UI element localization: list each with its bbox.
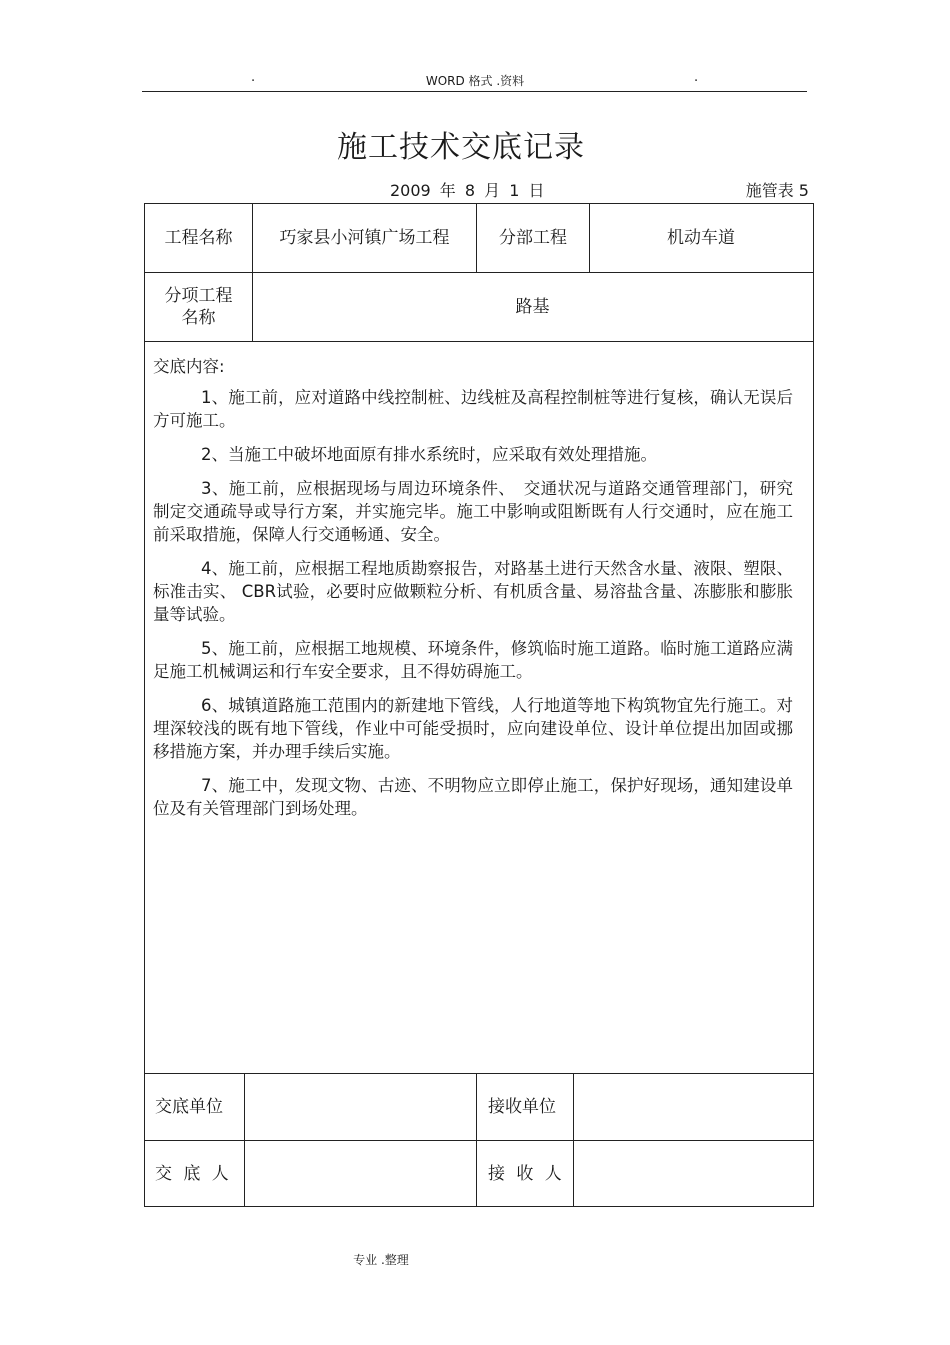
issuer-label: 交 底 人 — [155, 1164, 229, 1184]
project-name-label: 工程名称 — [164, 228, 233, 248]
receiver-value — [574, 1141, 812, 1207]
receiver-unit-value — [574, 1074, 812, 1140]
project-name-value: 巧家县小河镇广场工程 — [279, 228, 450, 248]
header-rule — [142, 91, 807, 92]
content-item: 1、施工前，应对道路中线控制桩、边线桩及高程控制桩等进行复核，确认无误后方可施工。 — [153, 388, 793, 430]
record-date: 2009 年 8 月 1 日 — [390, 181, 545, 200]
receiver-label: 接 收 人 — [488, 1164, 562, 1184]
content-item: 2、当施工中破坏地面原有排水系统时，应采取有效处理措施。 — [201, 445, 657, 464]
division-value: 机动车道 — [667, 228, 735, 248]
page-footer: 专业 .整理 — [353, 1253, 409, 1267]
column-divider — [476, 1073, 477, 1207]
content-heading: 交底内容: — [153, 357, 225, 376]
division-label: 分部工程 — [499, 228, 567, 248]
issuer-unit-value — [245, 1074, 476, 1140]
content-item: 6、城镇道路施工范围内的新建地下管线，人行地道等地下构筑物宜先行施工。对埋深较浅的既有地下管线，作业中可能受损时，应向建设单位、设计单位提出加固或挪移措施方案，并办理手续后实施。 — [153, 696, 793, 761]
briefing-content — [153, 355, 793, 831]
content-item: 3、施工前，应根据现场与周边环境条件、 交通状况与道路交通管理部门，研究制定交通疏导或导行方案，并实施完毕。施工中影响或阻断既有人行交通时，应在施工前采取措施，保障人行交通畅通、安全。 — [153, 479, 793, 544]
row-divider — [144, 341, 814, 342]
issuer-unit-label: 交底单位 — [155, 1097, 223, 1117]
receiver-unit-label: 接收单位 — [488, 1097, 556, 1117]
sub-item-label: 分项工程 名称 — [164, 286, 233, 328]
header-text: WORD 格式 .资料 — [425, 74, 525, 88]
header-dot-right: . — [694, 70, 699, 85]
issuer-value — [245, 1141, 476, 1207]
document-title: 施工技术交底记录 — [337, 130, 585, 165]
sub-item-value: 路基 — [515, 297, 550, 317]
header-dot-left: . — [251, 70, 256, 85]
content-item: 5、施工前，应根据工地规模、环境条件，修筑临时施工道路。临时施工道路应满足施工机械调运和行车安全要求，且不得妨碍施工。 — [153, 639, 793, 681]
content-item: 7、施工中，发现文物、古迹、不明物应立即停止施工，保护好现场，通知建设单位及有关管理部门到场处理。 — [153, 776, 793, 818]
form-number: 施管表 5 — [745, 181, 809, 200]
content-item: 4、施工前，应根据工程地质勘察报告，对路基土进行天然含水量、液限、塑限、标准击实、 CBR试验，必要时应做颗粒分析、有机质含量、易溶盐含量、冻膨胀和膨胀量等试验。 — [153, 559, 793, 624]
